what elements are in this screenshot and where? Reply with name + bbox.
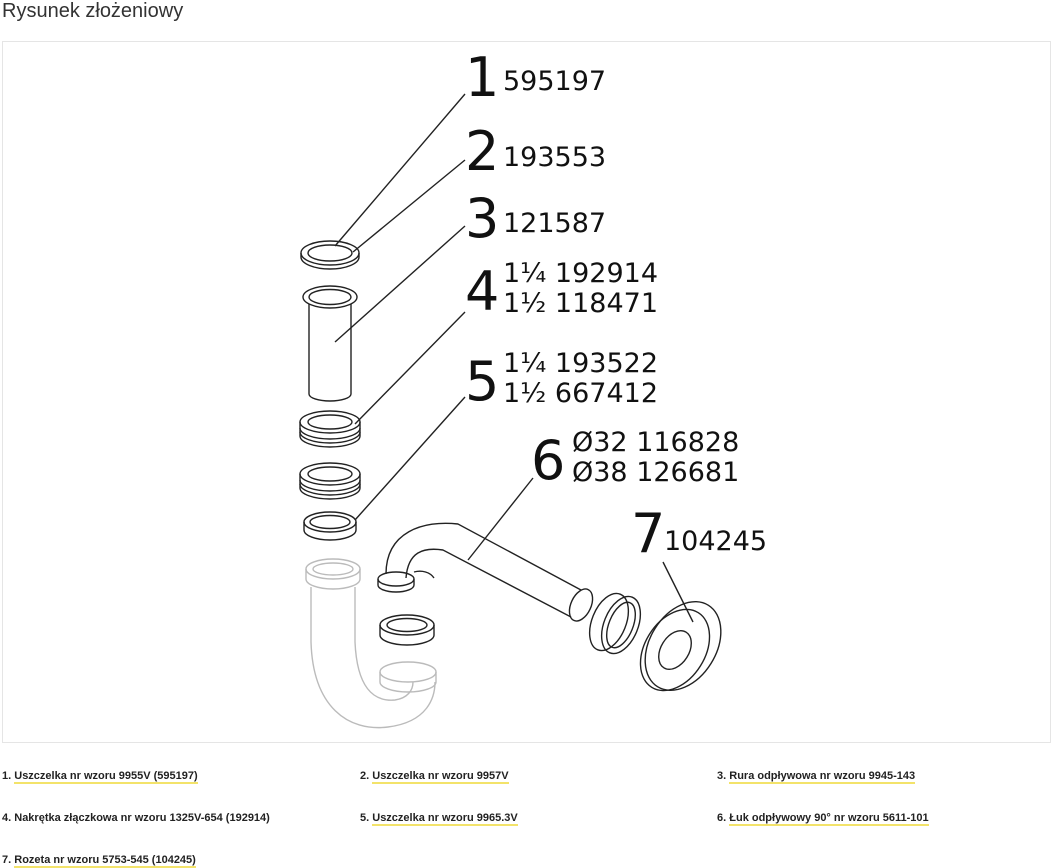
- part-num: 4.: [2, 812, 12, 824]
- part-5-gasket: [304, 512, 356, 540]
- callout-number-2: 2: [465, 120, 500, 183]
- part-7-rosette: [626, 588, 736, 704]
- callout-number-5: 5: [465, 350, 500, 413]
- part-list-item-3: [717, 770, 915, 782]
- part-link-2[interactable]: Uszczelka nr wzoru 9957V: [372, 770, 509, 782]
- callout-code-3: 121587: [503, 208, 607, 239]
- part-link-6[interactable]: Łuk odpływowy 90° nr wzoru 5611-101: [729, 812, 929, 824]
- callout-code-4b: 1½ 118471: [503, 288, 658, 319]
- part-4-nut: [300, 411, 360, 447]
- callout-number-3: 3: [465, 187, 500, 250]
- callout-2: [465, 120, 606, 183]
- callout-1: [465, 46, 606, 109]
- callout-code-6a: Ø32 116828: [572, 427, 740, 458]
- part-6-elbow: [378, 523, 597, 624]
- part-4-nut-lower: [300, 463, 360, 499]
- callout-7: [631, 502, 767, 565]
- part-num: 3.: [717, 770, 727, 782]
- page-title: Rysunek złożeniowy: [2, 0, 184, 22]
- leader-line-6: [468, 478, 533, 560]
- part-list-item-4: [2, 812, 270, 824]
- callout-4: [465, 258, 658, 323]
- callout-number-6: 6: [531, 429, 566, 492]
- callout-code-2: 193553: [503, 142, 607, 173]
- part-num: 5.: [360, 812, 370, 824]
- part-num: 7.: [2, 854, 12, 866]
- callout-code-5a: 1¼ 193522: [503, 348, 658, 379]
- part-link-3[interactable]: Rura odpływowa nr wzoru 9945-143: [729, 770, 916, 782]
- callout-6: [531, 427, 739, 492]
- leader-line-3: [335, 226, 465, 342]
- callout-number-7: 7: [631, 502, 666, 565]
- callout-code-1: 595197: [503, 66, 607, 97]
- part-link-1[interactable]: Uszczelka nr wzoru 9955V (595197): [14, 770, 198, 782]
- part-text-4: Nakrętka złączkowa nr wzoru 1325V-654 (192914): [14, 812, 270, 824]
- part-link-5[interactable]: Uszczelka nr wzoru 9965.3V: [372, 812, 518, 824]
- part-3-tube: [303, 286, 357, 401]
- part-list-item-7: [2, 854, 196, 866]
- part-1-gasket: [301, 241, 359, 269]
- part-link-7[interactable]: Rozeta nr wzoru 5753-545 (104245): [14, 854, 196, 866]
- part-num: 2.: [360, 770, 370, 782]
- callout-code-6b: Ø38 126681: [572, 457, 740, 488]
- part-list-item-2: [360, 770, 509, 782]
- assembly-drawing: [2, 41, 1051, 743]
- leader-line-5: [355, 397, 465, 520]
- part-6-nut: [380, 615, 434, 645]
- callout-number-1: 1: [465, 46, 500, 109]
- callout-number-4: 4: [465, 260, 500, 323]
- callout-code-7: 104245: [664, 526, 768, 557]
- callout-code-5b: 1½ 667412: [503, 378, 658, 409]
- part-list-item-1: [2, 770, 198, 782]
- part-list-item-6: [717, 812, 929, 824]
- exploded-view-svg: [3, 42, 1052, 744]
- callout-5: [465, 348, 658, 413]
- callout-3: [465, 187, 606, 250]
- part-num: 1.: [2, 770, 12, 782]
- part-list-item-5: [360, 812, 518, 824]
- leader-line-4: [355, 312, 465, 424]
- callout-code-4a: 1¼ 192914: [503, 258, 658, 289]
- trap-body-ghost: [306, 559, 436, 728]
- part-num: 6.: [717, 812, 727, 824]
- leader-line-1: [335, 94, 465, 246]
